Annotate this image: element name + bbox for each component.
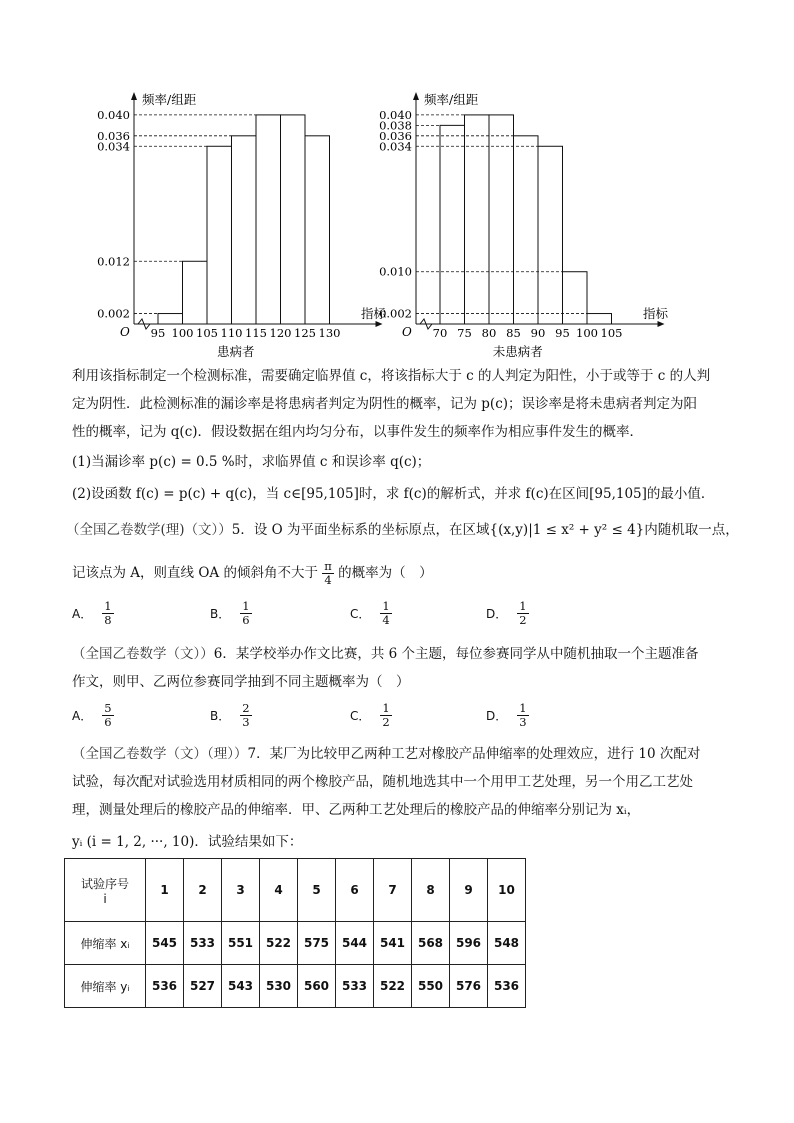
q6-option-d[interactable]: D． $\frac{1}{3}$	[486, 701, 527, 729]
histogram-bar	[281, 115, 306, 324]
question-6-line-2: 作文，则甲、乙两位参赛同学抽到不同主题概率为（ ）	[72, 674, 410, 690]
x-tick-label: 100	[171, 326, 194, 340]
table-cell: 522	[260, 922, 298, 965]
table-row-y	[65, 965, 526, 1008]
table-row-index	[65, 859, 526, 922]
table-cell: 1	[146, 859, 184, 922]
table-cell: 536	[488, 965, 526, 1008]
question-6-source: （全国乙卷数学（文））	[72, 646, 214, 662]
x-axis-arrow	[658, 321, 665, 327]
question-2: (2)设函数 f(c) = p(c) + q(c)，当 c∈[95,105]时，求 f(c)的解析式，并求 f(c)在区间[95,105]的最小值．	[72, 486, 715, 502]
table-row-label: 伸缩率 yᵢ	[65, 965, 146, 1008]
x-tick-label: 95	[555, 326, 570, 340]
table-header-cell: 试验序号 i	[65, 859, 146, 922]
q5-option-d[interactable]: D． $\frac{1}{2}$	[486, 599, 527, 627]
q6-option-b[interactable]: B． $\frac{2}{3}$	[210, 701, 250, 729]
histogram-bar	[232, 136, 257, 324]
table-cell: 550	[412, 965, 450, 1008]
x-tick-label: 70	[432, 326, 448, 340]
y-tick-label: 0.038	[379, 118, 412, 133]
table-cell: 533	[336, 965, 374, 1008]
table-cell: 551	[222, 922, 260, 965]
intro-line-1: 利用该指标制定一个检测标准，需要确定临界值 c，将该指标大于 c 的人判定为阳性，小于或等于 c 的人判	[72, 368, 711, 384]
table-cell: 2	[184, 859, 222, 922]
x-tick-label: 130	[318, 326, 341, 340]
y-tick-label: 0.012	[97, 254, 130, 269]
q5-option-b[interactable]: B． $\frac{1}{6}$	[210, 599, 250, 627]
y-tick-label: 0.034	[379, 139, 412, 154]
histogram-bar	[563, 272, 588, 324]
y-tick-label: 0.002	[379, 306, 412, 321]
y-tick-label: 0.036	[97, 128, 130, 143]
question-7-line-3: 理，测量处理后的橡胶产品的伸缩率．甲、乙两种工艺处理后的橡胶产品的伸缩率分别记为 xᵢ，	[72, 802, 641, 818]
q6-option-a[interactable]: A． $\frac{5}{6}$	[72, 701, 112, 729]
x-tick-label: 115	[245, 326, 267, 340]
y-axis-label: 频率/组距	[424, 92, 479, 107]
y-tick-label: 0.002	[97, 306, 130, 321]
table-row-label: 伸缩率 xᵢ	[65, 922, 146, 965]
histogram-bar	[207, 146, 232, 324]
q6-option-c[interactable]: C． $\frac{1}{2}$	[350, 701, 390, 729]
x-tick-label: 90	[530, 326, 546, 340]
pi-over-4-fraction: $\frac{\pi}{4}$	[324, 559, 332, 587]
table-cell: 8	[412, 859, 450, 922]
x-tick-label: 120	[269, 326, 292, 340]
x-tick-label: 110	[220, 326, 243, 340]
origin-label: O	[402, 325, 412, 339]
intro-line-3: 性的概率，记为 q(c)．假设数据在组内均匀分布，以事件发生的频率作为相应事件发生的概率．	[72, 424, 644, 440]
x-tick-label: 95	[150, 326, 166, 340]
table-cell: 6	[336, 859, 374, 922]
question-7-line-1: （全国乙卷数学（文）（理））7．某厂为比较甲乙两种工艺对橡胶产品伸缩率的处理效应，进行 10 次配对	[72, 746, 701, 762]
x-tick-label: 85	[506, 326, 521, 340]
table-cell: 548	[488, 922, 526, 965]
histogram-bar	[587, 314, 612, 324]
x-tick-label: 100	[576, 326, 598, 340]
experiment-table	[64, 858, 526, 1008]
table-cell: 4	[260, 859, 298, 922]
question-5-line-2: 记该点为 A，则直线 OA 的倾斜角不大于 $\frac{\pi}{4}$ 的概率为（ ）	[72, 559, 433, 587]
table-cell: 596	[450, 922, 488, 965]
y-tick-label: 0.040	[379, 107, 412, 122]
question-7-line-4: yᵢ (i = 1, 2, ···, 10)．试验结果如下：	[72, 834, 303, 850]
table-cell: 3	[222, 859, 260, 922]
table-cell: 560	[298, 965, 336, 1008]
y-axis-arrow	[131, 92, 137, 100]
histogram-bar	[256, 115, 281, 324]
table-cell: 522	[374, 965, 412, 1008]
y-axis-arrow	[413, 92, 419, 100]
y-tick-label: 0.034	[97, 139, 130, 154]
chart-title: 未患病者	[492, 344, 543, 359]
y-tick-label: 0.010	[379, 264, 412, 279]
table-cell: 527	[184, 965, 222, 1008]
table-cell: 576	[450, 965, 488, 1008]
histogram-bar	[158, 314, 183, 324]
question-5-source: （全国乙卷数学(理)（文））	[66, 522, 232, 538]
y-tick-label: 0.036	[379, 128, 412, 143]
histogram-bar	[514, 136, 539, 324]
table-cell: 530	[260, 965, 298, 1008]
q5-option-c[interactable]: C． $\frac{1}{4}$	[350, 599, 390, 627]
x-axis-label: 指标	[360, 306, 387, 321]
question-7-source: （全国乙卷数学（文）（理））	[72, 746, 248, 762]
table-cell: 533	[184, 922, 222, 965]
table-cell: 541	[374, 922, 412, 965]
table-cell: 5	[298, 859, 336, 922]
histogram-non-patients	[342, 88, 669, 360]
x-tick-label: 105	[600, 326, 623, 340]
table-cell: 545	[146, 922, 184, 965]
y-tick-label: 0.040	[97, 107, 130, 122]
x-tick-label: 105	[196, 326, 218, 340]
x-axis-label: 指标	[642, 306, 669, 321]
table-cell: 544	[336, 922, 374, 965]
chart-title: 患病者	[216, 344, 255, 359]
table-row-x	[65, 922, 526, 965]
table-cell: 575	[298, 922, 336, 965]
origin-label: O	[120, 325, 130, 339]
histogram-patients	[60, 88, 387, 360]
histogram-bar	[440, 125, 465, 324]
y-axis-label: 频率/组距	[142, 92, 197, 107]
question-6-line-1: （全国乙卷数学（文））6．某学校举办作文比赛，共 6 个主题，每位参赛同学从中随机抽取一个主题准备	[72, 646, 699, 662]
x-tick-label: 75	[457, 326, 472, 340]
table-cell: 9	[450, 859, 488, 922]
question-5-stem: 5．设 O 为平面坐标系的坐标原点，在区域{(x,y)|1 ≤ x² + y² ≤ 4}内随机取一点，	[231, 522, 739, 538]
x-tick-label: 125	[294, 326, 316, 340]
table-cell: 543	[222, 965, 260, 1008]
question-1: (1)当漏诊率 p(c) = 0.5 %时，求临界值 c 和误诊率 q(c)；	[72, 454, 431, 470]
question-7-line-2: 试验，每次配对试验选用材质相同的两个橡胶产品，随机地选其中一个用甲工艺处理，另一个用乙工艺处	[72, 774, 693, 790]
intro-line-2: 定为阴性．此检测标准的漏诊率是将患病者判定为阴性的概率，记为 p(c)；误诊率是将未患病者判定为阳	[72, 396, 698, 412]
histogram-bar	[183, 261, 208, 324]
table-cell: 568	[412, 922, 450, 965]
q5-option-a[interactable]: A． $\frac{1}{8}$	[72, 599, 112, 627]
table-cell: 7	[374, 859, 412, 922]
table-cell: 10	[488, 859, 526, 922]
histogram-bar	[305, 136, 330, 324]
histogram-bar	[538, 146, 563, 324]
x-tick-label: 80	[481, 326, 497, 340]
question-5-line-1	[66, 520, 739, 540]
table-cell: 536	[146, 965, 184, 1008]
